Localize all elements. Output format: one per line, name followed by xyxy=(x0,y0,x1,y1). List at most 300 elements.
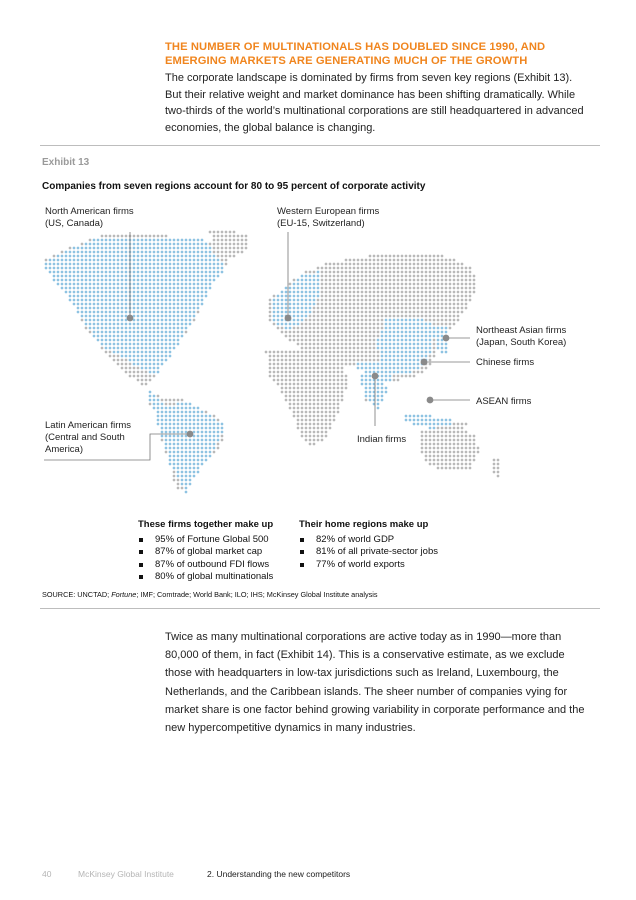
highlight-region-dot xyxy=(177,271,180,274)
highlight-region-dot xyxy=(153,407,156,410)
map-dot xyxy=(417,283,420,286)
map-dot xyxy=(425,291,428,294)
map-dot xyxy=(177,483,180,486)
highlight-region-dot xyxy=(141,283,144,286)
highlight-region-dot xyxy=(169,419,172,422)
highlight-region-dot xyxy=(425,355,428,358)
map-dot xyxy=(361,259,364,262)
highlight-region-dot xyxy=(277,295,280,298)
highlight-region-dot xyxy=(165,347,168,350)
map-dot xyxy=(289,395,292,398)
map-dot xyxy=(361,359,364,362)
map-dot xyxy=(329,355,332,358)
map-dot xyxy=(337,315,340,318)
map-dot xyxy=(409,291,412,294)
highlight-region-dot xyxy=(217,271,220,274)
map-dot xyxy=(337,307,340,310)
exhibit-label: Exhibit 13 xyxy=(42,157,90,168)
map-dot xyxy=(369,335,372,338)
map-dot xyxy=(269,363,272,366)
highlight-region-dot xyxy=(121,347,124,350)
highlight-region-dot xyxy=(285,327,288,330)
map-dot xyxy=(405,255,408,258)
highlight-region-dot xyxy=(77,263,80,266)
highlight-region-dot xyxy=(421,319,424,322)
highlight-region-dot xyxy=(157,327,160,330)
highlight-region-dot xyxy=(181,415,184,418)
highlight-region-dot xyxy=(197,251,200,254)
map-dot xyxy=(305,403,308,406)
map-dot xyxy=(461,303,464,306)
map-dot xyxy=(133,371,136,374)
highlight-region-dot xyxy=(93,255,96,258)
map-dot xyxy=(429,303,432,306)
highlight-region-dot xyxy=(369,395,372,398)
map-dot xyxy=(345,387,348,390)
highlight-region-dot xyxy=(185,275,188,278)
map-dot xyxy=(457,315,460,318)
map-dot xyxy=(465,455,468,458)
highlight-region-dot xyxy=(421,323,424,326)
highlight-region-dot xyxy=(209,443,212,446)
highlight-region-dot xyxy=(205,423,208,426)
highlight-region-dot xyxy=(305,291,308,294)
map-dot xyxy=(457,439,460,442)
highlight-region-dot xyxy=(165,411,168,414)
highlight-region-dot xyxy=(409,343,412,346)
map-dot xyxy=(229,231,232,234)
map-dot xyxy=(401,307,404,310)
highlight-region-dot xyxy=(137,271,140,274)
highlight-region-dot xyxy=(357,367,360,370)
map-dot xyxy=(405,299,408,302)
highlight-region-dot xyxy=(197,467,200,470)
map-dot xyxy=(417,275,420,278)
highlight-region-dot xyxy=(145,271,148,274)
highlight-region-dot xyxy=(189,323,192,326)
highlight-region-dot xyxy=(161,307,164,310)
map-dot xyxy=(433,355,436,358)
highlight-region-dot xyxy=(205,447,208,450)
highlight-region-dot xyxy=(153,315,156,318)
map-dot xyxy=(421,371,424,374)
map-dot xyxy=(317,299,320,302)
highlight-region-dot xyxy=(145,307,148,310)
map-dot xyxy=(129,371,132,374)
highlight-region-dot xyxy=(137,275,140,278)
highlight-region-dot xyxy=(81,311,84,314)
map-dot xyxy=(333,363,336,366)
map-dot xyxy=(333,299,336,302)
highlight-region-dot xyxy=(137,263,140,266)
map-dot xyxy=(321,367,324,370)
map-dot xyxy=(333,267,336,270)
map-dot xyxy=(309,323,312,326)
map-dot xyxy=(405,375,408,378)
map-dot xyxy=(297,383,300,386)
highlight-region-dot xyxy=(97,243,100,246)
highlight-region-dot xyxy=(217,263,220,266)
highlight-region-dot xyxy=(193,455,196,458)
map-dot xyxy=(465,423,468,426)
highlight-region-dot xyxy=(181,267,184,270)
map-dot xyxy=(177,487,180,490)
map-dot xyxy=(397,275,400,278)
map-dot xyxy=(457,279,460,282)
highlight-region-dot xyxy=(189,319,192,322)
highlight-region-dot xyxy=(117,323,120,326)
highlight-region-dot xyxy=(181,279,184,282)
map-dot xyxy=(329,319,332,322)
highlight-region-dot xyxy=(133,259,136,262)
map-dot xyxy=(437,431,440,434)
highlight-region-dot xyxy=(185,299,188,302)
highlight-region-dot xyxy=(69,283,72,286)
map-dot xyxy=(377,279,380,282)
map-dot xyxy=(329,267,332,270)
highlight-region-dot xyxy=(153,347,156,350)
map-dot xyxy=(357,263,360,266)
highlight-region-dot xyxy=(141,351,144,354)
map-dot xyxy=(457,283,460,286)
highlight-region-dot xyxy=(177,299,180,302)
map-dot xyxy=(341,335,344,338)
highlight-region-dot xyxy=(385,375,388,378)
highlight-region-dot xyxy=(161,403,164,406)
highlight-region-dot xyxy=(189,271,192,274)
map-dot xyxy=(393,259,396,262)
highlight-region-dot xyxy=(81,255,84,258)
highlight-region-dot xyxy=(437,327,440,330)
map-dot xyxy=(433,443,436,446)
highlight-region-dot xyxy=(165,359,168,362)
highlight-region-dot xyxy=(69,295,72,298)
highlight-region-dot xyxy=(105,311,108,314)
highlight-region-dot xyxy=(149,259,152,262)
map-dot xyxy=(309,431,312,434)
map-dot xyxy=(309,383,312,386)
highlight-region-dot xyxy=(65,287,68,290)
highlight-region-dot xyxy=(85,311,88,314)
highlight-region-dot xyxy=(77,267,80,270)
highlight-region-dot xyxy=(153,311,156,314)
highlight-region-dot xyxy=(305,315,308,318)
map-dot xyxy=(221,247,224,250)
map-dot xyxy=(373,339,376,342)
map-dot xyxy=(321,431,324,434)
highlight-region-dot xyxy=(209,247,212,250)
map-dot xyxy=(449,287,452,290)
highlight-region-dot xyxy=(173,251,176,254)
highlight-region-dot xyxy=(117,347,120,350)
map-dot xyxy=(445,259,448,262)
map-dot xyxy=(413,259,416,262)
highlight-region-dot xyxy=(189,255,192,258)
highlight-region-dot xyxy=(145,327,148,330)
highlight-region-dot xyxy=(117,327,120,330)
map-dot xyxy=(449,295,452,298)
highlight-region-dot xyxy=(65,283,68,286)
highlight-region-dot xyxy=(301,303,304,306)
map-dot xyxy=(361,319,364,322)
map-dot xyxy=(325,427,328,430)
map-dot xyxy=(289,391,292,394)
map-dot xyxy=(433,255,436,258)
highlight-region-dot xyxy=(173,447,176,450)
map-dot xyxy=(345,347,348,350)
highlight-region-dot xyxy=(193,255,196,258)
highlight-region-dot xyxy=(89,303,92,306)
highlight-region-dot xyxy=(121,247,124,250)
highlight-region-dot xyxy=(173,319,176,322)
highlight-region-dot xyxy=(409,415,412,418)
highlight-region-dot xyxy=(189,419,192,422)
highlight-region-dot xyxy=(165,255,168,258)
highlight-region-dot xyxy=(185,247,188,250)
highlight-region-dot xyxy=(121,255,124,258)
map-dot xyxy=(385,267,388,270)
highlight-region-dot xyxy=(369,367,372,370)
highlight-region-dot xyxy=(413,363,416,366)
map-dot xyxy=(81,243,84,246)
map-dot xyxy=(89,239,92,242)
map-dot xyxy=(473,283,476,286)
map-dot xyxy=(341,311,344,314)
highlight-region-dot xyxy=(181,291,184,294)
map-dot xyxy=(453,259,456,262)
highlight-region-dot xyxy=(157,319,160,322)
highlight-region-dot xyxy=(113,323,116,326)
map-dot xyxy=(345,375,348,378)
highlight-region-dot xyxy=(157,267,160,270)
highlight-region-dot xyxy=(193,279,196,282)
map-dot xyxy=(445,295,448,298)
map-dot xyxy=(361,327,364,330)
highlight-region-dot xyxy=(189,455,192,458)
highlight-region-dot xyxy=(445,343,448,346)
map-dot xyxy=(445,463,448,466)
map-dot xyxy=(217,447,220,450)
map-dot xyxy=(365,263,368,266)
map-dot xyxy=(353,359,356,362)
map-dot xyxy=(357,315,360,318)
highlight-region-dot xyxy=(377,367,380,370)
highlight-region-dot xyxy=(205,251,208,254)
highlight-region-dot xyxy=(165,267,168,270)
highlight-region-dot xyxy=(81,291,84,294)
highlight-region-dot xyxy=(105,283,108,286)
map-dot xyxy=(117,235,120,238)
map-dot xyxy=(461,287,464,290)
map-dot xyxy=(341,307,344,310)
highlight-region-dot xyxy=(377,371,380,374)
map-dot xyxy=(329,311,332,314)
map-dot xyxy=(441,455,444,458)
map-dot xyxy=(473,459,476,462)
map-dot xyxy=(369,351,372,354)
highlight-region-dot xyxy=(181,435,184,438)
map-dot xyxy=(445,319,448,322)
map-dot xyxy=(305,391,308,394)
highlight-region-dot xyxy=(101,315,104,318)
highlight-region-dot xyxy=(381,395,384,398)
highlight-region-dot xyxy=(425,423,428,426)
map-dot xyxy=(469,467,472,470)
map-dot xyxy=(445,323,448,326)
map-dot xyxy=(469,447,472,450)
map-dot xyxy=(377,331,380,334)
highlight-region-dot xyxy=(177,423,180,426)
map-dot xyxy=(353,323,356,326)
map-dot xyxy=(357,319,360,322)
map-dot xyxy=(245,239,248,242)
map-dot xyxy=(281,371,284,374)
highlight-region-dot xyxy=(189,279,192,282)
highlight-region-dot xyxy=(105,287,108,290)
map-dot xyxy=(281,331,284,334)
map-dot xyxy=(397,267,400,270)
map-dot xyxy=(217,243,220,246)
highlight-region-dot xyxy=(161,283,164,286)
map-dot xyxy=(361,343,364,346)
map-dot xyxy=(441,279,444,282)
map-dot xyxy=(237,247,240,250)
highlight-region-dot xyxy=(185,411,188,414)
map-dot xyxy=(357,343,360,346)
map-dot xyxy=(421,263,424,266)
highlight-region-dot xyxy=(437,343,440,346)
leader-asean-marker xyxy=(427,397,434,404)
highlight-region-dot xyxy=(141,311,144,314)
map-dot xyxy=(385,259,388,262)
highlight-region-dot xyxy=(173,423,176,426)
map-dot xyxy=(457,291,460,294)
highlight-region-dot xyxy=(409,367,412,370)
highlight-region-dot xyxy=(149,351,152,354)
map-dot xyxy=(421,283,424,286)
leader-latin-america-marker xyxy=(187,431,194,438)
map-dot xyxy=(313,271,316,274)
highlight-region-dot xyxy=(113,331,116,334)
map-dot xyxy=(229,235,232,238)
highlight-region-dot xyxy=(149,391,152,394)
highlight-region-dot xyxy=(109,299,112,302)
map-dot xyxy=(121,359,124,362)
map-dot xyxy=(321,303,324,306)
map-dot xyxy=(457,451,460,454)
highlight-region-dot xyxy=(317,287,320,290)
map-dot xyxy=(441,295,444,298)
map-dot xyxy=(389,315,392,318)
map-dot xyxy=(325,387,328,390)
highlight-region-dot xyxy=(173,335,176,338)
map-dot xyxy=(357,347,360,350)
map-dot xyxy=(453,279,456,282)
highlight-region-dot xyxy=(113,239,116,242)
map-dot xyxy=(313,355,316,358)
highlight-region-dot xyxy=(189,475,192,478)
publisher-name: McKinsey Global Institute xyxy=(78,869,174,879)
highlight-region-dot xyxy=(161,423,164,426)
map-dot xyxy=(345,339,348,342)
highlight-region-dot xyxy=(189,471,192,474)
map-dot xyxy=(493,471,496,474)
highlight-region-dot xyxy=(393,335,396,338)
map-dot xyxy=(341,355,344,358)
highlight-region-dot xyxy=(301,319,304,322)
highlight-region-dot xyxy=(189,243,192,246)
highlight-region-dot xyxy=(301,307,304,310)
map-dot xyxy=(341,347,344,350)
map-dot xyxy=(329,379,332,382)
map-dot xyxy=(333,355,336,358)
highlight-region-dot xyxy=(413,339,416,342)
highlight-region-dot xyxy=(125,267,128,270)
highlight-region-dot xyxy=(121,251,124,254)
highlight-region-dot xyxy=(169,411,172,414)
map-dot xyxy=(497,467,500,470)
map-dot xyxy=(225,231,228,234)
exhibit-title: Companies from seven regions account for 80 to 95 percent of corporate activity xyxy=(42,181,426,192)
map-dot xyxy=(301,415,304,418)
map-dot xyxy=(357,275,360,278)
map-dot xyxy=(85,327,88,330)
map-dot xyxy=(385,311,388,314)
map-dot xyxy=(221,255,224,258)
map-dot xyxy=(337,279,340,282)
map-dot xyxy=(221,239,224,242)
map-dot xyxy=(297,423,300,426)
highlight-region-dot xyxy=(185,439,188,442)
map-dot xyxy=(129,375,132,378)
highlight-region-dot xyxy=(97,295,100,298)
highlight-region-dot xyxy=(65,255,68,258)
highlight-region-dot xyxy=(137,351,140,354)
map-dot xyxy=(453,283,456,286)
map-dot xyxy=(285,375,288,378)
map-dot xyxy=(365,343,368,346)
highlight-region-dot xyxy=(113,255,116,258)
highlight-region-dot xyxy=(389,339,392,342)
map-dot xyxy=(289,339,292,342)
highlight-region-dot xyxy=(293,283,296,286)
map-dot xyxy=(457,431,460,434)
highlight-region-dot xyxy=(169,415,172,418)
highlight-region-dot xyxy=(193,311,196,314)
map-dot xyxy=(445,287,448,290)
map-dot xyxy=(313,363,316,366)
map-dot xyxy=(377,283,380,286)
highlight-region-dot xyxy=(285,323,288,326)
highlight-region-dot xyxy=(121,283,124,286)
map-dot xyxy=(453,439,456,442)
map-dot xyxy=(429,439,432,442)
highlight-region-dot xyxy=(169,295,172,298)
highlight-region-dot xyxy=(97,239,100,242)
map-dot xyxy=(377,355,380,358)
map-dot xyxy=(381,255,384,258)
map-dot xyxy=(453,299,456,302)
map-dot xyxy=(461,263,464,266)
map-dot xyxy=(469,295,472,298)
highlight-region-dot xyxy=(417,359,420,362)
highlight-region-dot xyxy=(157,243,160,246)
map-dot xyxy=(217,239,220,242)
map-dot xyxy=(417,287,420,290)
highlight-region-dot xyxy=(433,423,436,426)
map-dot xyxy=(421,447,424,450)
highlight-region-dot xyxy=(109,287,112,290)
